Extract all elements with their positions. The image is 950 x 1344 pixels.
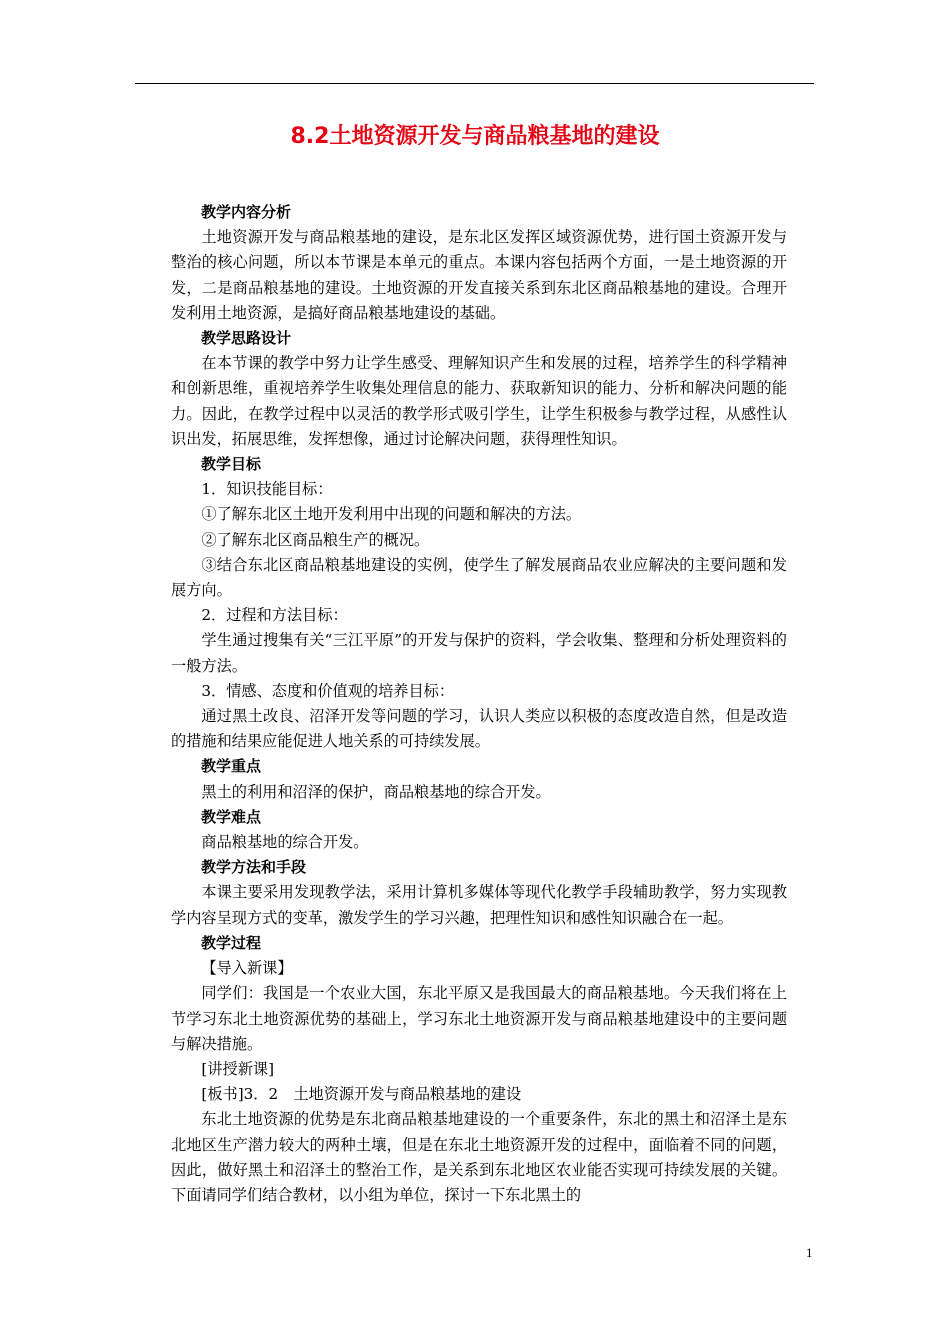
heading-teaching-goals: 教学目标 <box>201 455 262 474</box>
document-body <box>171 200 787 1208</box>
heading-methods: 教学方法和手段 <box>201 858 307 877</box>
goal-process-method: 2．过程和方法目标： <box>201 606 348 625</box>
paragraph-difficult-points: 商品粮基地的综合开发。 <box>201 833 369 852</box>
paragraph-teaching-design: 在本节课的教学中努力让学生感受、理解知识产生和发展的过程，培养学生的科学精神和创新思维，重视培养学生收集处理信息的能力、获取新知识的能力、分析和解决问题的能力。因此，在教学过程中以灵活的教学形式吸引学生，让学生积极参与教学过程，从感性认识出发，拓展思维，发挥想像，通过讨论解决问题，获得理性知识。 <box>171 354 787 448</box>
page-number: 1 <box>806 1245 813 1260</box>
goal-item-3: ③结合东北区商品粮基地建设的实例，使学生了解发展商品农业应解决的主要问题和发展方向。 <box>171 555 787 600</box>
goal-knowledge-skills: 1．知识技能目标： <box>201 480 333 499</box>
paragraph-intro: 同学们：我国是一个农业大国，东北平原又是我国最大的商品粮基地。今天我们将在上节学习东北土地资源优势的基础上，学习东北土地资源开发与商品粮基地建设中的主要问题与解决措施。 <box>171 984 787 1053</box>
goal-emotion-values: 3．情感、态度和价值观的培养目标： <box>201 681 455 700</box>
board-writing: [板书]3．2 土地资源开发与商品粮基地的建设 <box>201 1085 522 1104</box>
goal-item-1: ①了解东北区土地开发利用中出现的问题和解决的方法。 <box>201 505 582 524</box>
intro-label: 【导入新课】 <box>201 959 293 978</box>
heading-teaching-process: 教学过程 <box>201 933 262 952</box>
heading-teaching-design: 教学思路设计 <box>201 329 292 348</box>
paragraph-lesson: 东北土地资源的优势是东北商品粮基地建设的一个重要条件，东北的黑土和沼泽土是东北地区生产潜力较大的两种土壤，但是在东北土地资源开发的过程中，面临着不同的问题，因此，做好黑土和沼泽土的整治工作，是关系到东北地区农业能否实现可持续发展的关键。下面请同学们结合教材，以小组为单位，探讨一下东北黑土的 <box>171 1110 787 1204</box>
new-lesson-label: [讲授新课] <box>201 1059 274 1078</box>
goal-item-2: ②了解东北区商品粮生产的概况。 <box>201 530 430 549</box>
paragraph-methods: 本课主要采用发现教学法，采用计算机多媒体等现代化教学手段辅助教学，努力实现教学内容呈现方式的变革，激发学生的学习兴趣，把理性知识和感性知识融合在一起。 <box>171 883 787 927</box>
heading-content-analysis: 教学内容分析 <box>201 203 292 221</box>
goal-emotion-text: 通过黑土改良、沼泽开发等问题的学习，认识人类应以积极的态度改造自然，但是改造的措施和结果应能促进人地关系的可持续发展。 <box>171 707 787 751</box>
heading-difficult-points: 教学难点 <box>201 807 262 826</box>
header-rule <box>135 83 814 84</box>
page-title: 8.2土地资源开发与商品粮基地的建设 <box>290 124 660 149</box>
paragraph-content-analysis: 土地资源开发与商品粮基地的建设，是东北区发挥区域资源优势，进行国土资源开发与整治的核心问题，所以本节课是本单元的重点。本课内容包括两个方面，一是土地资源的开发，二是商品粮基地的建设。土地资源的开发直接关系到东北区商品粮基地的建设。合理开发利用土地资源，是搞好商品粮基地建设的基础。 <box>171 228 787 322</box>
heading-key-points: 教学重点 <box>201 757 262 776</box>
paragraph-key-points: 黑土的利用和沼泽的保护，商品粮基地的综合开发。 <box>201 782 551 801</box>
goal-process-text: 学生通过搜集有关“三江平原”的开发与保护的资料，学会收集、整理和分析处理资料的一般方法。 <box>171 631 787 675</box>
